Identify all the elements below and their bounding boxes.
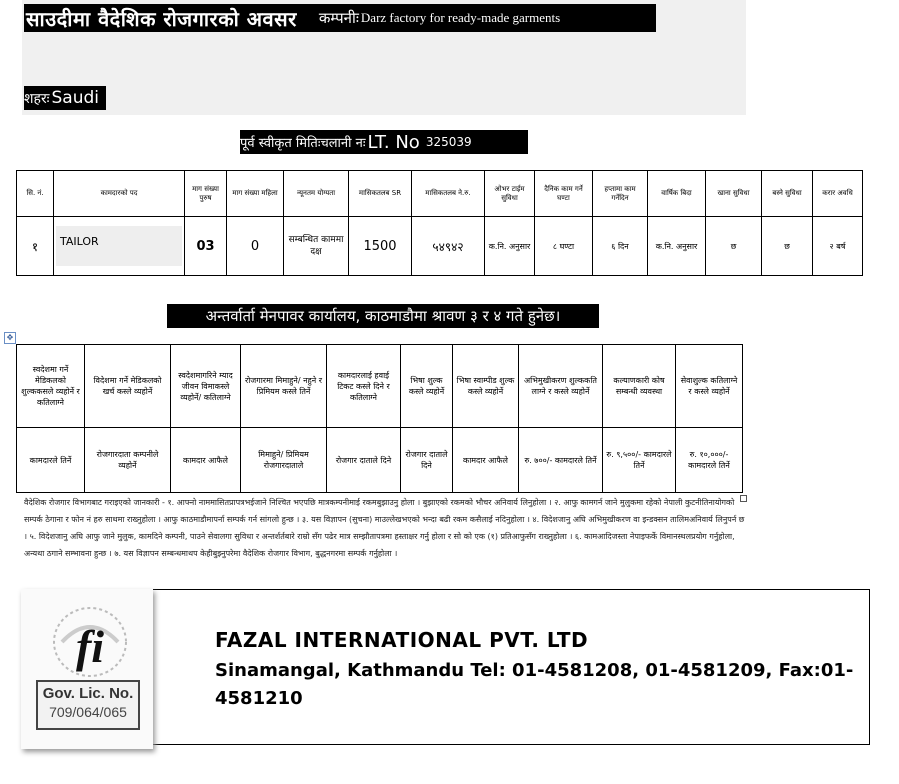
table-row (17, 428, 743, 493)
col-header: खाना सुविधा (706, 171, 762, 217)
col-header: मासिकतलब SR (349, 171, 412, 217)
license-number: 709/064/065 (49, 704, 127, 720)
cell-leave: क.नि. अनुसार (648, 217, 706, 276)
cell-serial: १ (17, 217, 54, 276)
col-header: भिषा स्वाम्पीड शुल्क कस्ले व्यहोर्ने (453, 345, 519, 428)
lt-label: LT. No (367, 131, 420, 153)
cell-qualification: सम्बन्धित काममा दक्ष (284, 217, 349, 276)
col-header: वार्षिक बिदा (648, 171, 706, 217)
prior-approval-label: पूर्व स्वीकृत मितिःचलानी नः (240, 136, 366, 151)
cell-overtime: क.नि. अनुसार (485, 217, 535, 276)
cost-cell: कामदार आफैले (453, 428, 519, 493)
col-header: स्वदेशमागरिने म्याद जीवन विमाकस्ले व्यहोर्ने/ कतिलाग्ने (171, 345, 241, 428)
lt-number: 325039 (425, 135, 472, 149)
city-value: Saudi (51, 88, 100, 108)
cost-table (16, 344, 743, 493)
cell-position (54, 217, 185, 276)
col-header: न्यूनतम योग्यता (284, 171, 349, 217)
col-header: हप्तामा काम गर्नेदिन (593, 171, 648, 217)
col-header: सि. नं. (17, 171, 54, 217)
col-header: माग संख्या महिला (227, 171, 284, 217)
license-label: Gov. Lic. No. (42, 685, 134, 702)
cost-cell: कामदार आफैले (171, 428, 241, 493)
col-header: बस्ने सुविधा (762, 171, 813, 217)
job-table-header-row (17, 171, 863, 217)
company-logo-icon (44, 602, 136, 680)
table-row (17, 217, 863, 276)
col-header: कामदारलाई हवाई टिकट कस्ले दिने र कतिलाग्ने (327, 345, 401, 428)
col-header: कल्याणकारी कोष सम्बन्धी व्यवस्था (603, 345, 676, 428)
company-label: कम्पनीः (318, 9, 359, 27)
cost-cell: रु. ९,५००/- कामदारले तिर्ने (603, 428, 676, 493)
col-header: करार अवधि (813, 171, 863, 217)
cost-cell: रोजगारदाता कम्पनीले व्यहोर्ने (85, 428, 171, 493)
cell-female: 0 (227, 217, 284, 276)
cell-salary-npr: ५४९४२ (412, 217, 485, 276)
col-header: ओभर टाईम सुविधा (485, 171, 535, 217)
cell-salary-sr: 1500 (349, 217, 412, 276)
col-header: मासिकतलब ने.रु. (412, 171, 485, 217)
cell-hours: ८ घण्टा (535, 217, 593, 276)
col-header: सेवाशुल्क कतिलाग्ने र कस्ले व्यहोर्ने (676, 345, 743, 428)
cell-housing: छ (762, 217, 813, 276)
cost-cell: रोजगार दाताले दिने (327, 428, 401, 493)
cost-table-header-row (17, 345, 743, 428)
cost-cell: मिमाहुने/ प्रिमियम रोजगारदाताले (241, 428, 327, 493)
cell-male: 03 (185, 217, 227, 276)
cost-cell: कामदारले तिर्ने (17, 428, 85, 493)
cost-cell: रोजगार दाताले दिने (401, 428, 453, 493)
cost-cell: रु. ७००/- कामदारले तिर्ने (519, 428, 603, 493)
city-label: शहरः (24, 90, 50, 107)
company-name: FAZAL INTERNATIONAL PVT. LTD (215, 628, 589, 652)
company-value: Darz factory for ready-made garments (360, 10, 561, 25)
company-address: Sinamangal, Kathmandu Tel: 01-4581208, 01-4581209, Fax:01-4581210 (215, 660, 854, 709)
table-move-handle-icon[interactable]: ✥ (4, 332, 16, 344)
col-header: स्वदेशमा गर्ने मेडिकलको शुल्ककसले व्यहोर्ने र कतिलाग्ने (17, 345, 85, 428)
license-badge (36, 680, 140, 730)
cell-food: छ (706, 217, 762, 276)
job-table (16, 170, 863, 276)
col-header: दैनिक काम गर्ने घण्टा (535, 171, 593, 217)
position-value: TAILOR (56, 226, 182, 266)
city-banner (24, 86, 106, 110)
interview-banner: अन्तर्वार्ता मेनपावर कार्यालय, काठमाडौमा श्रावण ३ र ४ गते हुनेछ। (167, 304, 599, 328)
col-header: विदेशमा गर्ने मेडिकलको खर्च कस्ले व्यहोर्ने (85, 345, 171, 428)
col-header: भिषा शुल्क कस्ले व्यहोर्ने (401, 345, 453, 428)
headline-banner (24, 4, 656, 32)
col-header: अभिमुखीकरण शुल्ककति लाग्ने र कस्ले व्यहोर्ने (519, 345, 603, 428)
prior-approval-banner (240, 130, 528, 154)
notes-paragraph: वैदेशिक रोजगार विभागबाट गराइएको जानकारी - १. आफ्नो नाममासितप्रापत्रभईजाने निश्चित भएपछि मात्रकम्पनीमाई रकमबुझाउनु होला । बुझाएको रकमको भौचर अनिवार्य लिनुहोला । २. आफु कामगर्न जाने मुलुकमा रहेको नेपाली कुटनीतिनायोगको सम्पर्क ठेगाना र फोन नं हरु साथमा राख्नुहोला । आफु काठमाडौमापर्ना सम्पर्क गर्न सांगलो हुन्छ । ३. यस विज्ञापन (सुचना) माउल्लेखभएको भन्दा बढी रकम कसैलाई नदिनुहोला । ४. विदेशजानु अघि अभिमुखीकरण वा इन्डक्सन तालिमअनिवार्य लिनुपर्न छ । ५. विदेशजानु अघि आफु जाने मुलुक, कामदिने कम्पनी, पाउने सेवालगा सुविधा र अन्तर्शर्तबारे राम्रो सँग पढेर मात्र सम्झौतापत्रमा हस्ताक्षर गर्नु होला र सो को एक (१) प्रतिआफुसँग राख्नुहोला । ६. कामआदिजस्ता नेपाइफर्के विमानस्थलप्रयोग गर्नुहोला, अन्यथा ठगाने सम्भावना हुन्छ । ७. यस विज्ञापन सम्बन्धमाथप केहीबुझ्नुपरेमा वैदेशिक रोजगार विभाग, बुद्धनगरमा सम्पर्क गर्नुहोला । (24, 498, 745, 558)
col-header: रोजगारमा मिमाहुने/ नहुने र प्रिमियम कस्ले तिर्ने (241, 345, 327, 428)
cost-cell: रु. १०,०००/- कामदारले तिर्ने (676, 428, 743, 493)
logo-text: fi (75, 621, 105, 672)
col-header: माग संख्या पुरुष (185, 171, 227, 217)
headline-title: साउदीमा वैदेशिक रोजगारको अवसर (26, 6, 297, 31)
cell-contract: २ बर्ष (813, 217, 863, 276)
col-header: कामदारको पद (54, 171, 185, 217)
cell-days: ६ दिन (593, 217, 648, 276)
